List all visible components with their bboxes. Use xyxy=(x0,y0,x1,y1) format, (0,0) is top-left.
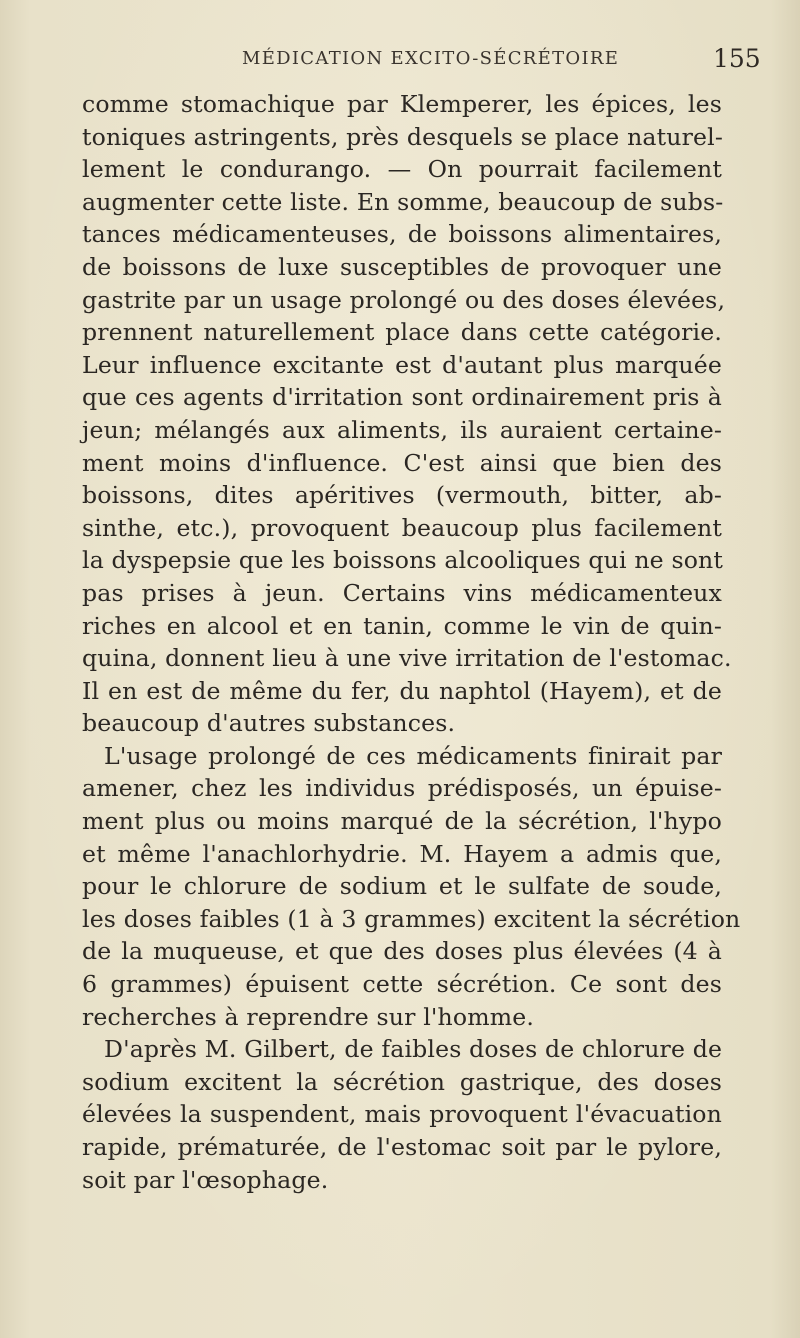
text-line: Leur influence excitante est d'autant plus marquée xyxy=(82,350,722,379)
text-line: et même l'anachlorhydrie. M. Hayem a admis que, xyxy=(82,839,722,868)
text-line: Il en est de même du fer, du naphtol (Hayem), et de xyxy=(82,676,722,705)
text-line: boissons, dites apéritives (vermouth, bitter, ab- xyxy=(82,481,722,510)
text-line: amener, chez les individus prédisposés, un épuise- xyxy=(82,774,722,803)
text-line: 6 grammes) épuisent cette sécrétion. Ce sont des xyxy=(82,970,722,999)
text-line: la dyspepsie que les boissons alcooliques qui ne sont xyxy=(82,546,724,575)
text-line: ment moins d'influence. C'est ainsi que bien des xyxy=(82,448,722,477)
text-line: rapide, prématurée, de l'estomac soit par le pylore, xyxy=(82,1133,722,1161)
page-header xyxy=(0,46,800,76)
text-line: L'usage prolongé de ces médicaments finirait par xyxy=(104,741,722,770)
text-line: pour le chlorure de sodium et le sulfate de soude, xyxy=(82,872,722,901)
text-line: quina, donnent lieu à une vive irritation de l'estomac. xyxy=(82,644,732,673)
text-line: soit par l'œsophage. xyxy=(82,1165,329,1194)
text-line: gastrite par un usage prolongé ou des doses élevées, xyxy=(82,285,726,314)
text-line: que ces agents d'irritation sont ordinairement pris à xyxy=(82,383,722,412)
text-line: de la muqueuse, et que des doses plus élevées (4 à xyxy=(82,937,722,966)
page-number: 155 xyxy=(713,44,761,73)
text-line: tances médicamenteuses, de boissons alimentaires, xyxy=(82,220,722,249)
text-line: comme stomachique par Klemperer, les épices, les xyxy=(82,90,722,118)
text-line: prennent naturellement place dans cette catégorie. xyxy=(82,318,722,347)
body-text xyxy=(82,88,741,1196)
text-line: recherches à reprendre sur l'homme. xyxy=(82,1002,535,1031)
text-line: toniques astringents, près desquels se place naturel- xyxy=(82,122,723,151)
text-line: pas prises à jeun. Certains vins médicamenteux xyxy=(82,578,722,607)
text-line: riches en alcool et en tanin, comme le vin de quin- xyxy=(82,611,722,640)
text-line: jeun; mélangés aux aliments, ils auraient certaine- xyxy=(82,415,722,444)
text-line: sinthe, etc.), provoquent beaucoup plus facilement xyxy=(82,513,722,542)
running-title: MÉDICATION EXCITO-SÉCRÉTOIRE xyxy=(242,48,620,69)
text-line: sodium excitent la sécrétion gastrique, des doses xyxy=(82,1067,722,1096)
text-line: augmenter cette liste. En somme, beaucoup de subs- xyxy=(82,187,724,216)
text-line: lement le condurango. — On pourrait facilement xyxy=(82,155,722,184)
text-line: les doses faibles (1 à 3 grammes) excitent la sécrétion xyxy=(82,904,741,933)
text-line: ment plus ou moins marqué de la sécrétion, l'hypo xyxy=(82,807,722,836)
text-line: D'après M. Gilbert, de faibles doses de chlorure de xyxy=(104,1035,723,1064)
text-line: beaucoup d'autres substances. xyxy=(82,709,456,738)
text-line: de boissons de luxe susceptibles de provoquer une xyxy=(82,252,722,281)
text-line: élevées la suspendent, mais provoquent l'évacuation xyxy=(82,1100,722,1129)
